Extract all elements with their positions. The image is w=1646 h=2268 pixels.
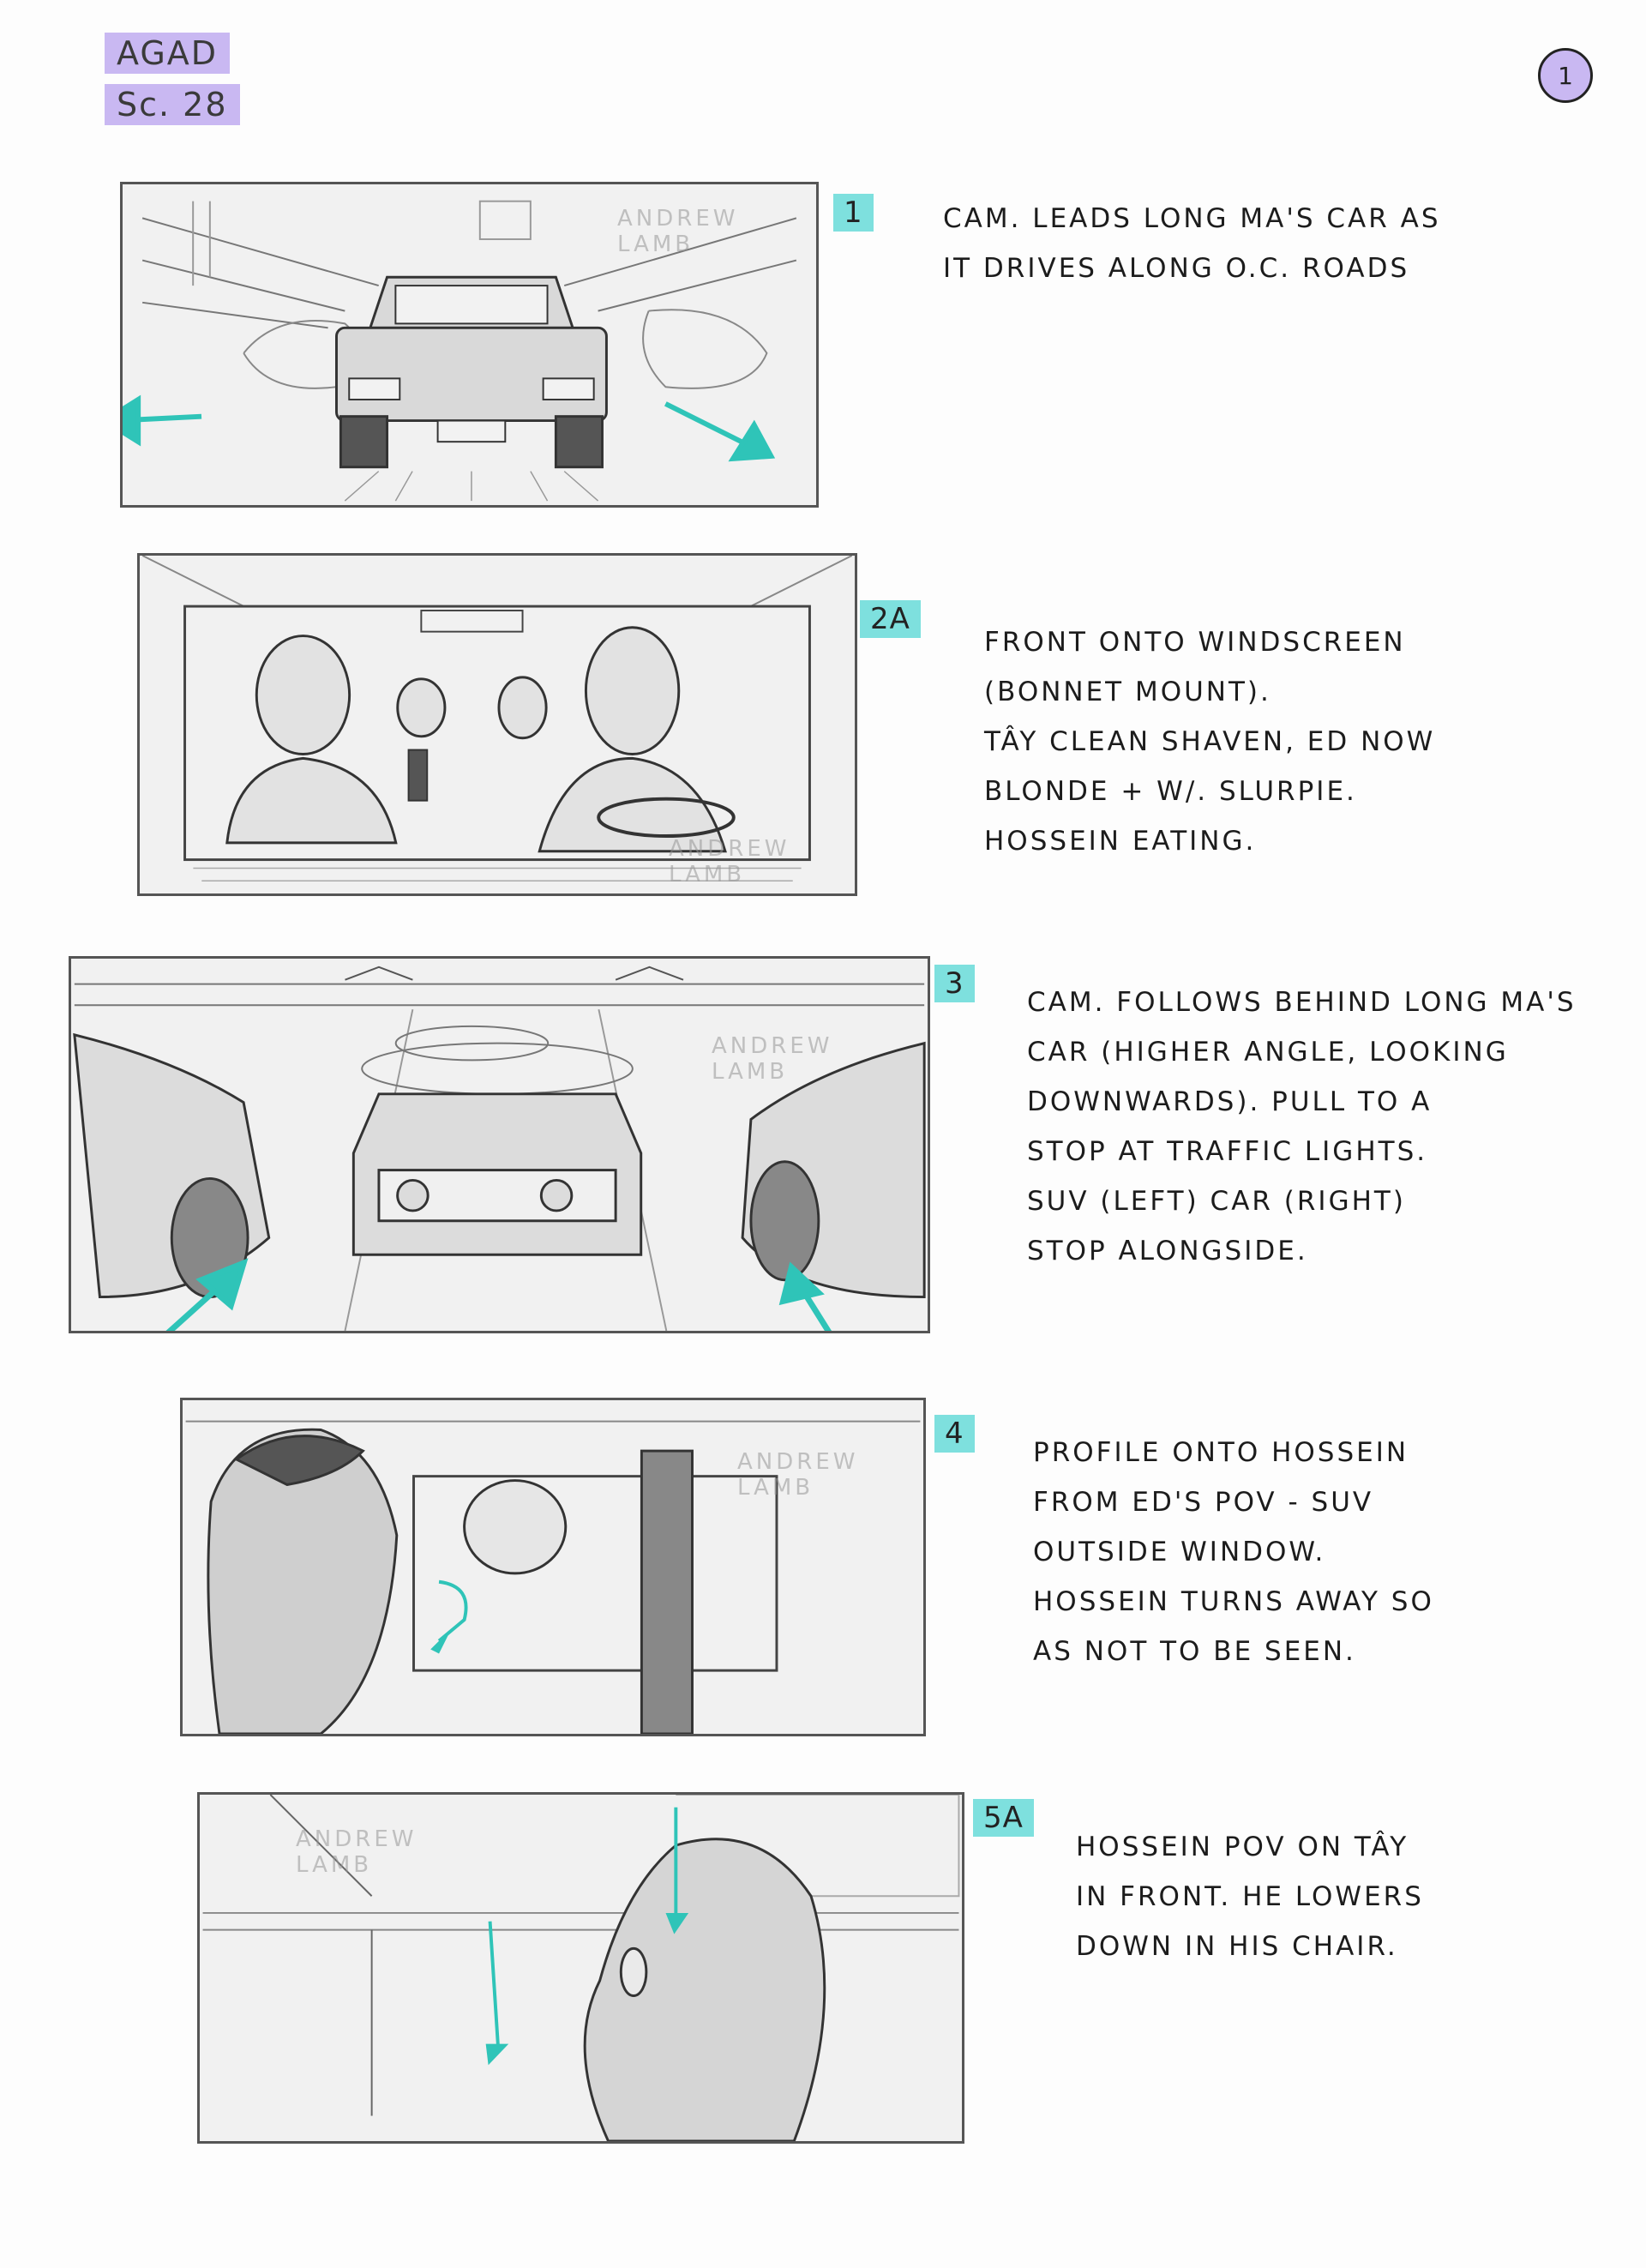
shot-label-3: 3: [934, 965, 975, 1002]
shot-notes-5a: HOSSEIN POV ON TÂY IN FRONT. HE LOWERS DOWN IN HIS CHAIR.: [1076, 1832, 1424, 1962]
shot-notes-2a: FRONT ONTO WINDSCREEN (BONNET MOUNT). TÂY CLEAN SHAVEN, ED NOW BLONDE + W/. SLURPIE. HOSSEIN EATING.: [984, 627, 1436, 857]
shot-notes-1: CAM. LEADS LONG MA'S CAR AS IT DRIVES ALONG O.C. ROADS: [943, 203, 1441, 284]
panel-shot-3: [69, 956, 930, 1333]
shot-label-4: 4: [934, 1415, 975, 1453]
watermark-3: ANDREW LAMB: [712, 1033, 833, 1085]
shot-notes-4: PROFILE ONTO HOSSEIN FROM ED'S POV - SUV OUTSIDE WINDOW. HOSSEIN TURNS AWAY SO AS NOT TO BE SEEN.: [1033, 1437, 1434, 1667]
shot-label-5a: 5A: [973, 1799, 1034, 1837]
project-title-tag: AGAD: [105, 33, 230, 74]
watermark-2a: ANDREW LAMB: [669, 836, 790, 887]
scene-number-tag: Sc. 28: [105, 84, 240, 125]
shot-label-1: 1: [833, 194, 874, 232]
page-number-circle: [1538, 48, 1593, 103]
traffic-lights-sketch: [71, 959, 928, 1331]
watermark-4: ANDREW LAMB: [737, 1449, 859, 1501]
watermark-5a: ANDREW LAMB: [296, 1826, 418, 1878]
page-number: 1: [1558, 61, 1573, 90]
shot-notes-3: CAM. FOLLOWS BEHIND LONG MA'S CAR (HIGHER ANGLE, LOOKING DOWNWARDS). PULL TO A STOP AT TRAFFIC LIGHTS. SUV (LEFT) CAR (RIGHT) STOP ALONGSIDE.: [1027, 987, 1577, 1266]
shot-label-2a: 2A: [860, 600, 921, 638]
watermark-1: ANDREW LAMB: [617, 206, 739, 257]
